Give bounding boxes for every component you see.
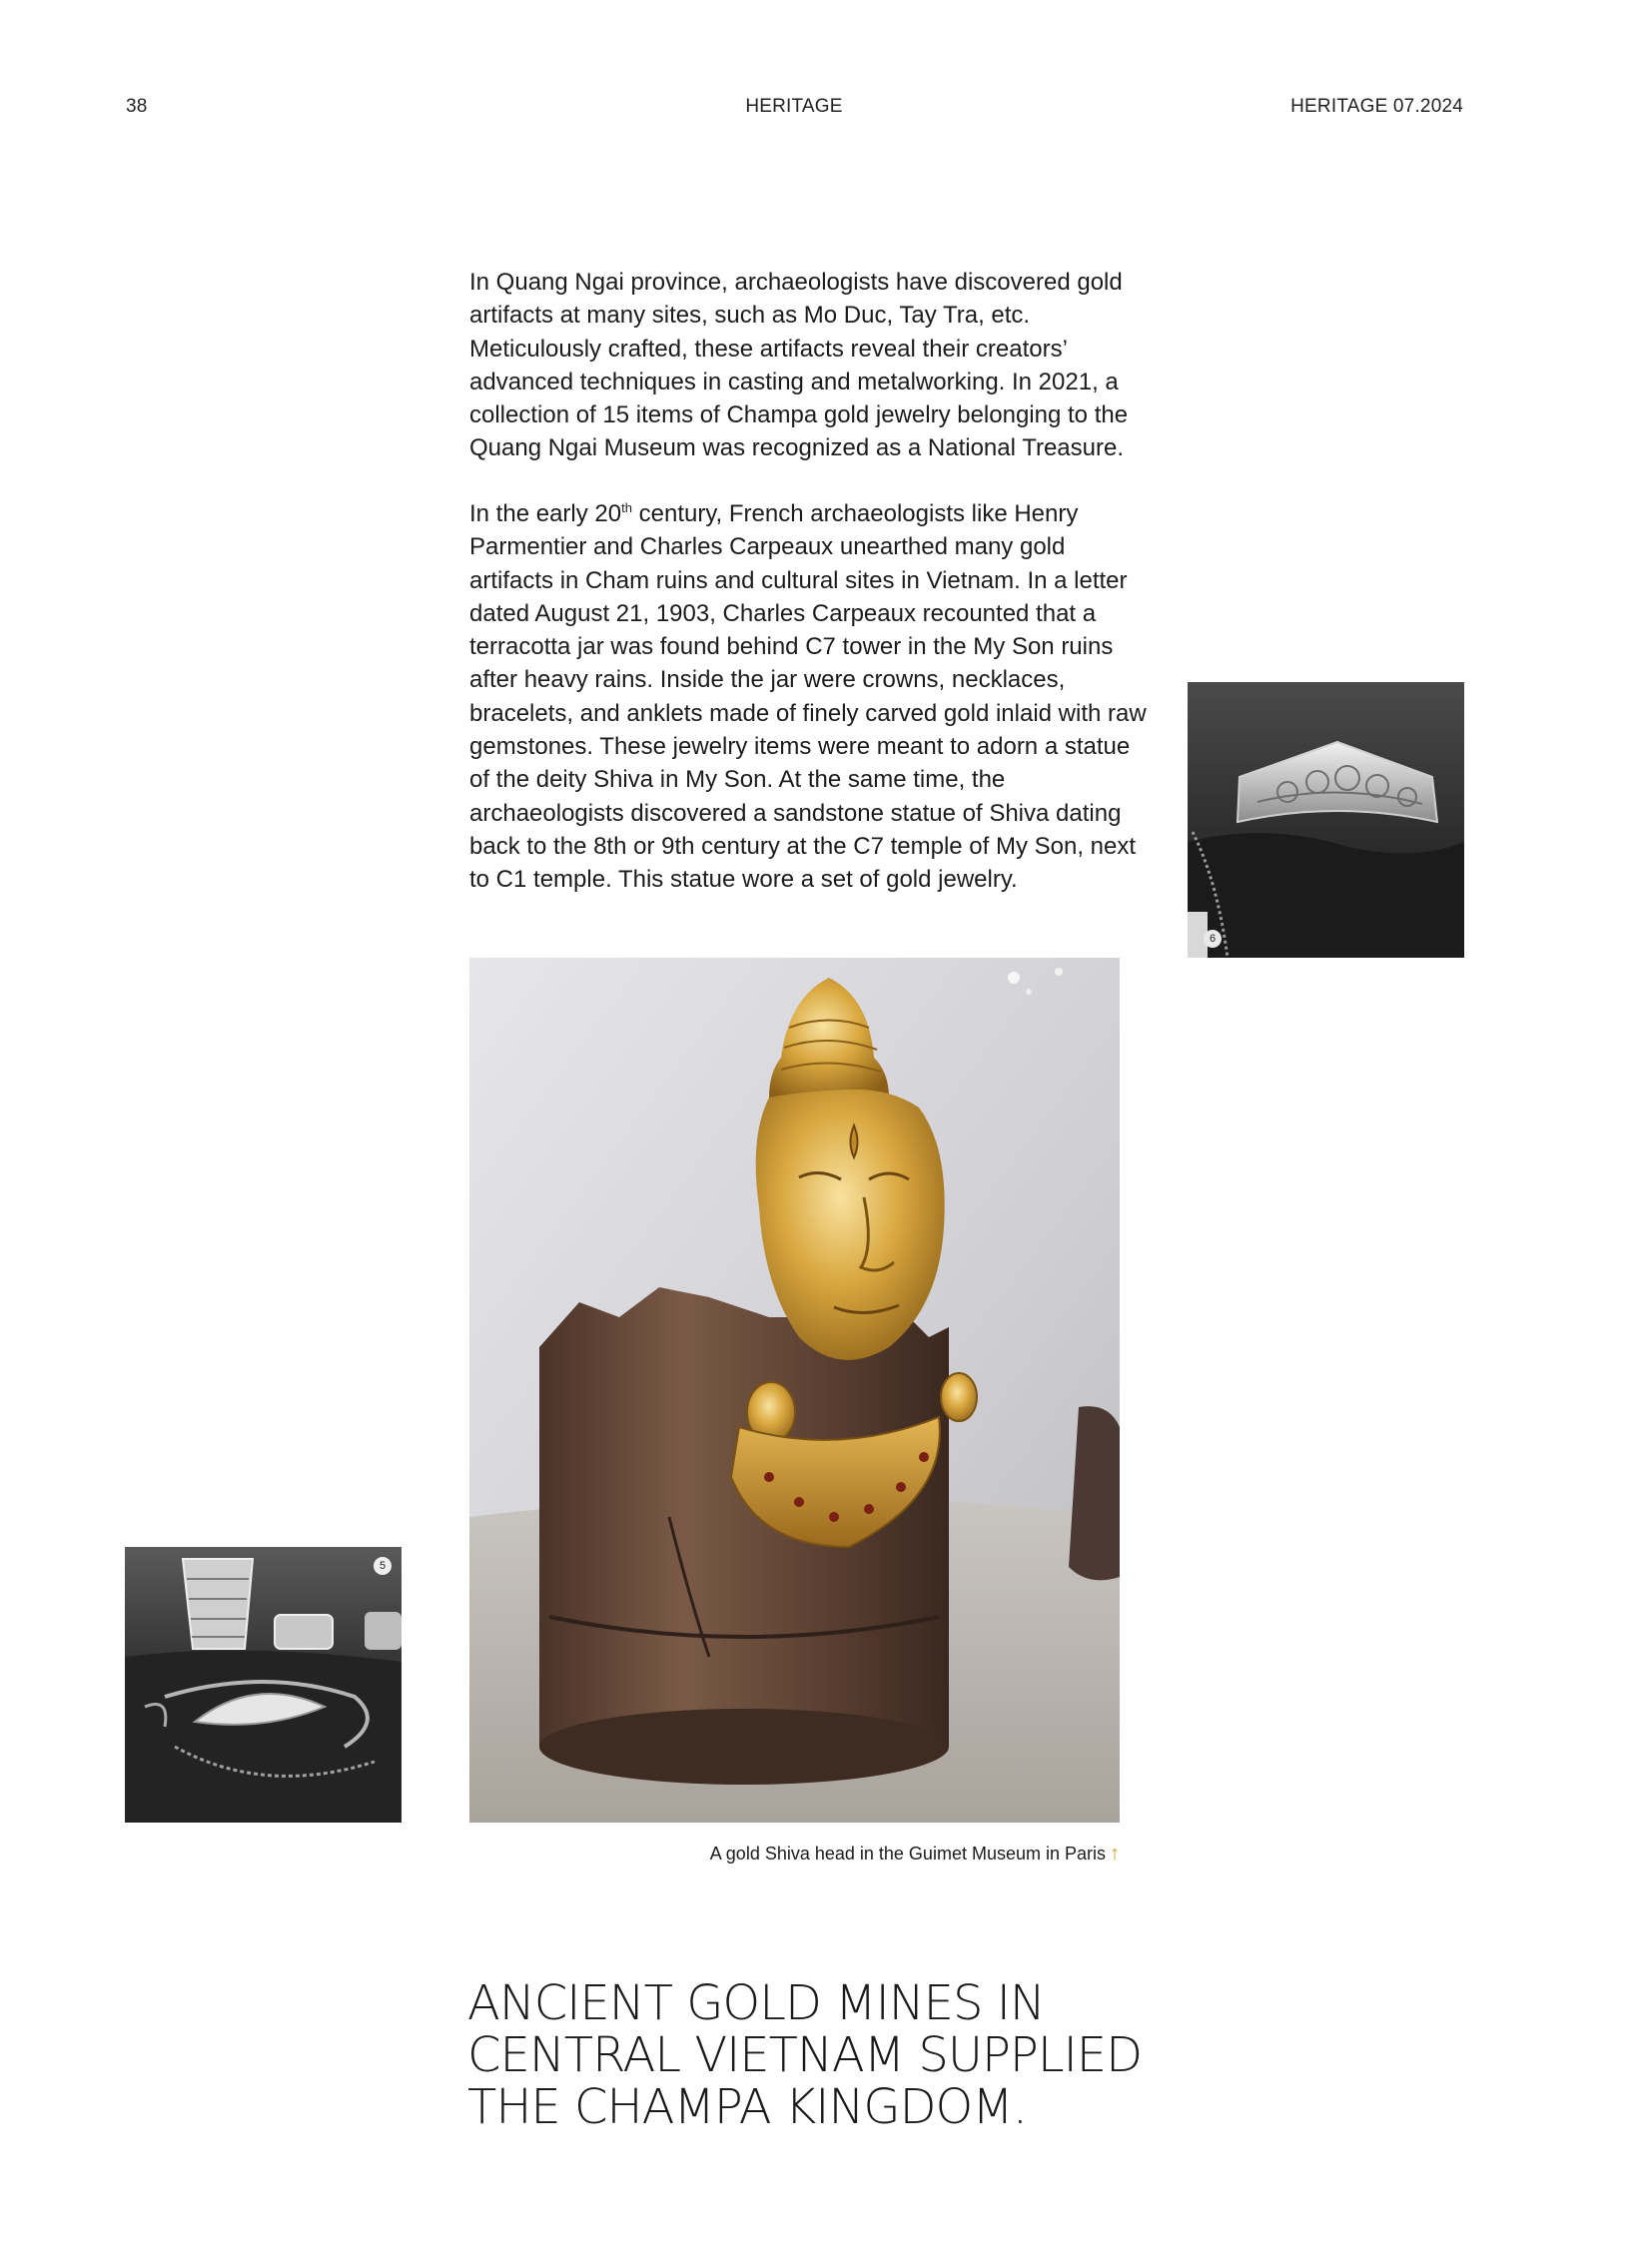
headline-line-2: CENTRAL VIETNAM SUPPLIED <box>467 2027 1143 2083</box>
bangles-illustration <box>125 1547 402 1823</box>
paragraph-2-rest: century, French archaeologists like Henry Parmentier and Charles Carpeaux unearthed many gold artifacts in Cham ruins and cultural sites in Vietnam. In a letter dated August 21, 1903, Charles Carpeaux recounted that a terracotta jar was found behind C7 tower in the My Son ruins after heavy rains. Inside the jar were crowns, necklaces, bracelets, and anklets made of finely carved gold inlaid with raw gemstones. These jewelry items were meant to adorn a statue of the deity Shiva in My Son. At the same time, the archaeologists discovered a sandstone statue of Shiva dating back to the 8th or 9th century at the C7 temple of My Son, next to C1 temple. This statue wore a set of gold jewelry. <box>469 500 1147 894</box>
shiva-head-illustration <box>469 958 1120 1823</box>
photo-number-badge: 5 <box>374 1557 392 1575</box>
tiara-photo <box>1188 682 1464 958</box>
arrow-up-icon: ↑ <box>1110 1843 1120 1865</box>
tiara-illustration <box>1188 682 1464 958</box>
ordinal-suffix: th <box>621 500 632 515</box>
photo-number-badge: 6 <box>1204 930 1222 948</box>
section-headline <box>467 1977 1187 2133</box>
issue-label: HERITAGE 07.2024 <box>1290 96 1463 117</box>
paragraph-2-start: In the early 20 <box>469 500 622 527</box>
caption-text: A gold Shiva head in the Guimet Museum in Paris <box>709 1844 1106 1864</box>
section-label: HERITAGE <box>745 96 843 117</box>
page-number: 38 <box>126 96 148 117</box>
headline-line-1: ANCIENT GOLD MINES IN <box>467 1975 1045 2031</box>
body-paragraph-2 <box>469 497 1149 897</box>
headline-line-3: THE CHAMPA KINGDOM. <box>467 2079 1027 2135</box>
body-paragraph-1: In Quang Ngai province, archaeologists have discovered gold artifacts at many sites, such as Mo Duc, Tay Tra, etc. Meticulously crafted, these artifacts reveal their creators’ advanced techniques in casting and metalworking. In 2021, a collection of 15 items of Champa gold jewelry belonging to the Quang Ngai Museum was recognized as a National Treasure. <box>469 269 1129 462</box>
photo-caption <box>469 1843 1120 1866</box>
shiva-head-photo <box>469 958 1120 1823</box>
bangles-photo <box>125 1547 402 1823</box>
